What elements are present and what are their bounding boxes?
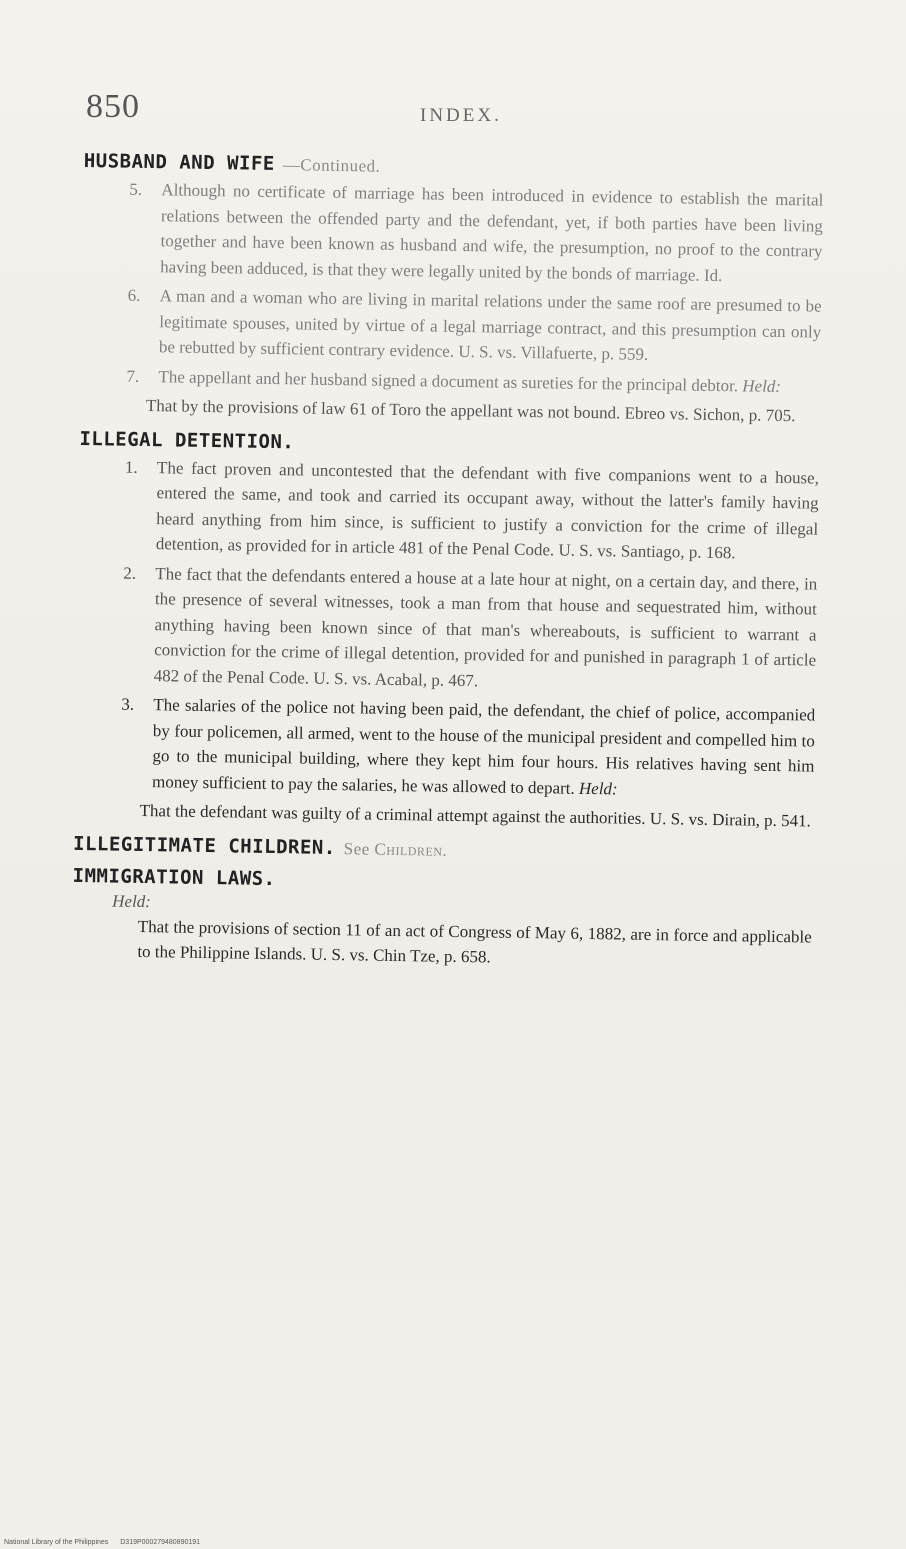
index-entry [76, 559, 818, 698]
section-illegitimate-children [73, 832, 813, 866]
heading-title: ILLEGITIMATE CHILDREN. [72, 832, 336, 859]
entry-text: The appellant and her husband signed a document as sureties for the principal debtor. [158, 366, 739, 395]
section-heading [73, 832, 813, 866]
entry-text: A man and a woman who are living in marital relations under the same roof are presumed to be legitimate spouses, united by virtue of a legal marriage contract, and this presumption can only be rebutted by sufficient contrary evidence. U. S. vs. Villafuerte, p. 559. [158, 286, 822, 364]
index-entry [81, 282, 822, 370]
index-entry [78, 453, 820, 567]
index-content [71, 150, 824, 985]
footer [4, 1539, 210, 1546]
section-husband-and-wife [80, 150, 824, 429]
running-head: INDEX. [420, 105, 502, 126]
index-entry [74, 691, 816, 805]
held-label: Held: [742, 375, 782, 396]
section-heading: ILLEGAL DETENTION. [79, 427, 295, 453]
entry-text: Although no certificate of marriage has been introduced in evidence to establish the marital relations between the offended party and the defendant, yet, if both parties have been living together and have been known as husband and wife, the presumption, no proof to the contrary having been adduced, is that they were legally united by the bonds of marriage. Id. [160, 180, 824, 285]
held-label: Held: [112, 891, 152, 911]
footer-library: National Library of the Philippines [4, 1539, 109, 1546]
section-illegal-detention [73, 427, 819, 834]
see-label [344, 839, 448, 860]
see-word: See [343, 838, 370, 859]
heading-title: HUSBAND AND WIFE [83, 150, 276, 175]
holding-text: That by the provisions of law 61 of Toro the appellant was not bound. Ebreo vs. Sichon, p. 705. [145, 396, 796, 426]
section-immigration-laws [71, 864, 812, 975]
see-reference: Children. [374, 839, 448, 860]
held-label: Held: [578, 778, 618, 798]
holding-text: That the defendant was guilty of a criminal attempt against the authorities. U. S. vs. Dirain, p. 541. [139, 800, 812, 831]
page-number: 850 [86, 88, 140, 125]
entry-number: 5. [129, 179, 143, 199]
continued-label: —Continued. [282, 155, 381, 176]
entry-number: 2. [123, 563, 137, 583]
entry-text: The salaries of the police not having been paid, the defendant, the chief of police, accompanied by four policemen, all armed, went to the house of the municipal president and compelled him to go to the municipal building, where they kept him four hours. His relatives having sent him money sufficient to pay the salaries, he was allowed to depart. [151, 695, 816, 798]
entry-number: 3. [121, 694, 135, 714]
entry-number: 6. [127, 285, 141, 305]
index-entry [82, 176, 824, 290]
entry-number: 7. [126, 366, 140, 386]
entry-text: The fact that the defendants entered a house at a late hour at night, on a certain day, and there, in the presence of several witnesses, took a man from that house and sequestrated him, without anything having been known since of that man's whereabouts, is sufficient to warrant a conviction for the crime of illegal detention, provided for and punished in paragraph 1 of article 482 of the Penal Code. U. S. vs. Acabal, p. 467. [153, 563, 818, 690]
section-heading: IMMIGRATION LAWS. [72, 864, 276, 890]
entry-text: The fact proven and uncontested that the defendant with five companions went to a house, entered the same, and took and carried its occupant away, without the latter's family having heard anything from him since, is sufficient to justify a conviction for the crime of illegal detention, as provided for in article 481 of the Penal Code. U. S. vs. Santiago, p. 168. [155, 457, 820, 563]
entry-number: 1. [124, 457, 138, 477]
footer-code: D319P000279480890191 [120, 1539, 201, 1546]
holding-text: That the provisions of section 11 of an act of Congress of May 6, 1882, are in force and applicable to the Philippine Islands. U. S. vs. Chin Tze, p. 658. [137, 916, 812, 967]
